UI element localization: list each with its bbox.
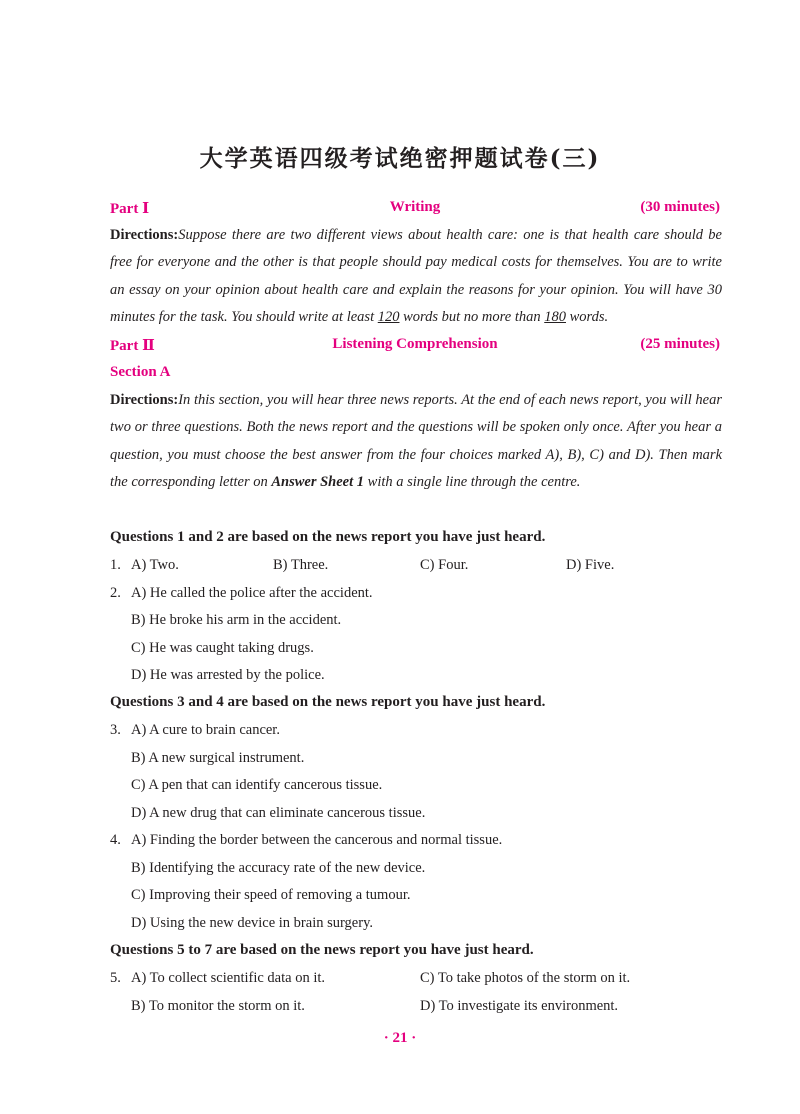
option: C) To take photos of the storm on it.	[420, 970, 631, 986]
writing-directions	[110, 222, 722, 331]
option: A) A cure to brain cancer.	[131, 722, 280, 738]
option: D) Five.	[566, 557, 615, 573]
option: B) He broke his arm in the accident.	[131, 612, 342, 628]
option: D) To investigate its environment.	[420, 998, 619, 1014]
questions-heading-1: Questions 1 and 2 are based on the news report you have just heard.	[110, 529, 546, 545]
directions-label: Directions:	[110, 227, 179, 243]
question-number: 1.	[110, 557, 121, 573]
question-number: 3.	[110, 722, 121, 738]
option: B) Identifying the accuracy rate of the new device.	[131, 860, 426, 876]
max-words: 180	[544, 308, 566, 325]
option: C) Four.	[420, 557, 469, 573]
part-2-name: Listening Comprehension	[332, 336, 498, 352]
part-1-name: Writing	[389, 199, 441, 215]
option: A) Finding the border between the cancerous and normal tissue.	[131, 832, 503, 848]
part-1-header	[110, 199, 720, 221]
questions-heading-2: Questions 3 and 4 are based on the news report you have just heard.	[110, 694, 546, 710]
answer-sheet-label: Answer Sheet 1	[271, 473, 365, 490]
option: D) Using the new device in brain surgery.	[131, 915, 374, 931]
writing-directions-text-2: words but no more than	[399, 308, 545, 325]
listening-directions	[110, 387, 722, 496]
min-words: 120	[377, 308, 400, 325]
option: D) A new drug that can eliminate cancerous tissue.	[131, 805, 426, 821]
option: B) To monitor the storm on it.	[131, 998, 305, 1014]
section-a-heading: Section A	[110, 364, 171, 380]
option: D) He was arrested by the police.	[131, 667, 325, 683]
listening-directions-text-2: with a single line through the centre.	[364, 473, 581, 490]
writing-directions-text: Suppose there are two different views about health care: one is that health care should be free for everyone and the other is that people should pay medical costs for themselves. You are to write an essay on your opinion about health care and explain the reasons for your opinion. You will have 30 minutes for the task. You should write at least	[110, 227, 722, 325]
part-1-time: (30 minutes)	[640, 199, 720, 215]
questions-heading-3: Questions 5 to 7 are based on the news report you have just heard.	[110, 942, 534, 958]
question-number: 2.	[110, 585, 121, 601]
option: B) Three.	[273, 557, 329, 573]
option: B) A new surgical instrument.	[131, 750, 305, 766]
option: A) He called the police after the accident.	[131, 585, 373, 601]
option: C) He was caught taking drugs.	[131, 640, 314, 656]
option: A) To collect scientific data on it.	[131, 970, 326, 986]
question-number: 4.	[110, 832, 121, 848]
part-1-label: Part Ⅰ	[110, 201, 150, 217]
part-2-label: Part Ⅱ	[110, 338, 155, 354]
part-2-time: (25 minutes)	[640, 336, 720, 352]
directions-label: Directions:	[110, 392, 179, 408]
page-title: 大学英语四级考试绝密押题试卷(三)	[199, 145, 601, 172]
option: C) A pen that can identify cancerous tissue.	[131, 777, 383, 793]
question-number: 5.	[110, 970, 121, 986]
option: C) Improving their speed of removing a tumour.	[131, 887, 411, 903]
listening-directions-text: In this section, you will hear three news reports. At the end of each news report, you will hear two or three questions. Both the news report and the questions will be spoken only once. After you hear a question, you must choose the best answer from the four choices marked A), B), C) and D). Then mark the corresponding letter on	[110, 392, 722, 490]
writing-directions-text-3: words.	[565, 308, 609, 325]
part-2-header	[110, 336, 720, 358]
page-number: · 21 ·	[383, 1030, 417, 1046]
option: A) Two.	[131, 557, 179, 573]
